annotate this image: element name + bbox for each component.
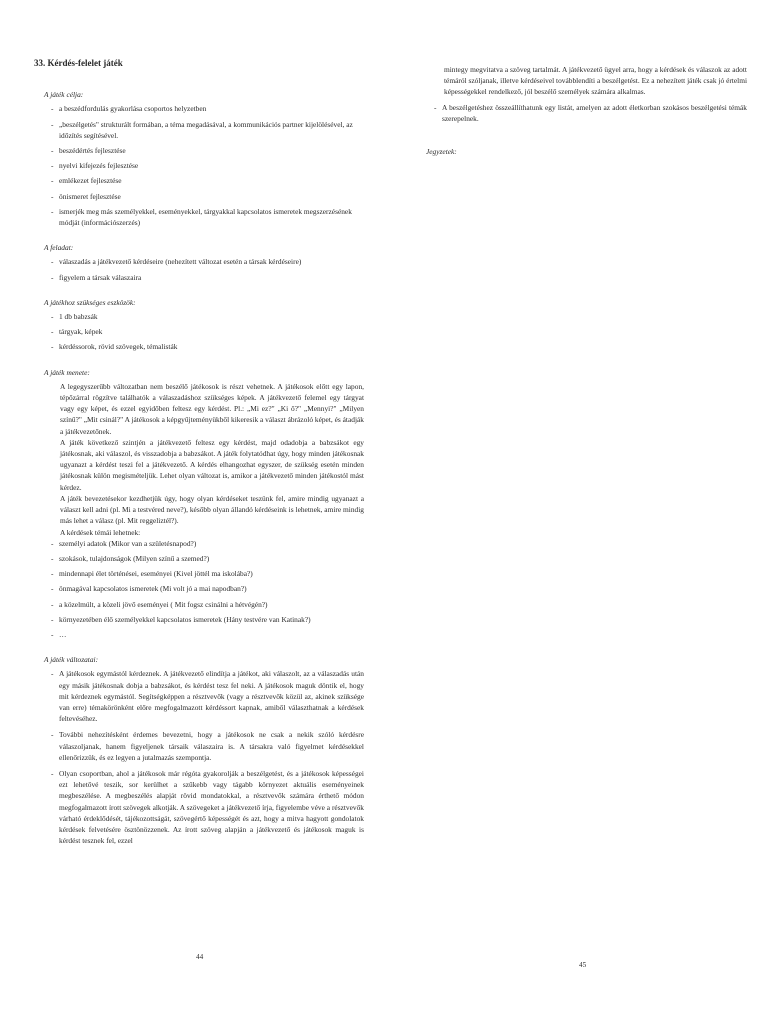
flow-paragraph: A legegyszerűbb változatban nem beszélő játékosok is részt vehetnek. A játékosok előtt egy lapon, tépőzárral rögzítve találhatók a válaszadáshoz szükséges képek. A játékvezető felemel egy tárgyat vagy egy képet, és ezzel egyidőben feltesz egy kérdést. Pl.: „Mi ez?" „Ki ő?" „Mennyi?" „Milyen színű?" „Mit csinál?" A játékosok a képgyűjteményükből kikeresik a választ ábrázoló képet, és átadják a játékvezetőnek. <box>60 381 364 436</box>
flow-paragraph: A játék következő szintjén a játékvezető feltesz egy kérdést, majd odadobja a babzsákot egy játékosnak, aki válaszol, és visszadobja a babzsákot. A játék folytatódhat úgy, hogy minden játékosnak ugyanazt a kérdést teszi fel a játékvezető. A kérdés elhangozhat egyszer, de szükség esetén minden játékosnak külön megismételjük. Lehet olyan változat is, amikor a játékvezető minden játékostól mást kérdez. <box>60 437 364 492</box>
list-item: - További nehezítésként érdemes bevezetni, hogy a játékosok ne csak a nekik szóló kérdésre válaszoljanak, hanem figyeljenek társaik válaszaira is. A társakra való figyelmet kérdésekkel ellenőrizzük, és ez legyen a jutalmazás szempontja. <box>51 729 364 763</box>
list-item: - környezetében élő személyekkel kapcsolatos ismeretek (Hány testvére van Katinak?) <box>51 614 364 625</box>
list-item: - a közelmúlt, a közeli jövő eseményei ( Mit fogsz csinálni a hétvégén?) <box>51 599 364 610</box>
list-item: - Olyan csoportban, ahol a játékosok már régóta gyakorolják a beszélgetést, és a játékosok képességei ezt lehetővé teszik, sor kerülhet a szűkebb vagy tágabb környezet aktuális eseményeinek megbeszélése. A megbeszélés alapját rövid mondatokkal, a résztvevők számára érthető módon megfogalmazott írott szövegek alkotják. A szövegeket a játékvezető írja, figyelembe véve a résztvevők várható érdeklődését, tájékozottságát, szövegértő képességét és azt, hogy a mitva hagyott gondolatok kérdések felvetésére ösztönözzenek. Az írott szöveg alapján a játékvezető és játékosok maguk is kérdést tesznek fel, ezzel <box>51 768 364 846</box>
right-column <box>426 64 747 157</box>
right-bullet-list <box>432 102 747 124</box>
list-item: - szokások, tulajdonságok (Milyen színű a szemed?) <box>51 553 364 564</box>
left-column <box>34 58 364 851</box>
list-item: - önmagával kapcsolatos ismeretek (Mi volt jó a mai napodban?) <box>51 583 364 594</box>
page-number: 45 <box>579 961 587 969</box>
list-item: - emlékezet fejlesztése <box>51 175 364 186</box>
list-item: - nyelvi kifejezés fejlesztése <box>51 160 364 171</box>
task-section-title: A feladat: <box>44 243 74 253</box>
notes-title: Jegyzetek: <box>426 147 457 157</box>
topics-list <box>34 538 364 640</box>
list-item: - A játékosok egymástól kérdeznek. A játékvezető elindítja a játékot, aki válaszolt, az a válaszadás után egy másik játékosnak dobja a babzsákot, és kérdést tesz fel neki. A játékosok maguk döntik el, hogy mit kérdeznek egymástól. Segítségképpen a résztvevők (vagy a résztvevők közül az, akinek szüksége van erre) témakörönként előre megfogalmazott kérdéssort kapnak, amiből választhatnak a kérdések feltevéséhez. <box>51 668 364 724</box>
list-item: - beszédértés fejlesztése <box>51 145 364 156</box>
game-heading: 33. Kérdés-felelet játék <box>34 58 123 68</box>
list-item: - önismeret fejlesztése <box>51 191 364 202</box>
continuation-paragraph: mintegy megvitatva a szöveg tartalmát. A játékvezető ügyel arra, hogy a kérdések és válaszok az adott témáról szóljanak, illetve kérdéseivel továbblendíti a beszélgetést. Ez a nehezített játék csak jó értelmi képességekkel rendelkező, jól beszélő személyek számára alkalmas. <box>444 65 747 97</box>
goal-list <box>34 103 364 228</box>
tools-section-title: A játékhoz szükséges eszközök: <box>44 297 136 307</box>
list-item: - 1 db babzsák <box>51 311 364 322</box>
flow-paragraph: A játék bevezetésekor kezdhetjük úgy, hogy olyan kérdéseket teszünk fel, amire mindig ugyanazt a választ kell adni (pl. Mi a testvéred neve?), később olyan állandó kérdéseink is lehetnek, amire mindig más lehet a válasz (pl. Mit reggeliztél?). <box>60 493 364 526</box>
list-item: - A beszélgetéshez összeállíthatunk egy listát, amelyen az adott életkorban szokásos beszélgetési témák szerepelnek. <box>434 102 747 124</box>
list-item: - … <box>51 629 364 640</box>
tools-list <box>34 311 364 353</box>
variants-list <box>34 668 364 846</box>
list-item: - válaszadás a játékvezető kérdéseire (nehezített változat esetén a társak kérdéseire) <box>51 256 364 267</box>
right-page <box>384 0 768 1024</box>
page-number: 44 <box>196 953 204 961</box>
list-item: - figyelem a társak válaszaira <box>51 272 364 283</box>
list-item: - a beszédfordulás gyakorlása csoportos helyzetben <box>51 103 364 114</box>
topics-intro: A kérdések témái lehetnek: <box>60 527 141 537</box>
list-item: - személyi adatok (Mikor van a születésnapod?) <box>51 538 364 549</box>
list-item: - tárgyak, képek <box>51 326 364 337</box>
list-item: - kérdéssorok, rövid szövegek, témalisták <box>51 341 364 352</box>
goal-section-title: A játék célja: <box>44 90 84 100</box>
list-item: - ismerjék meg más személyekkel, eseményekkel, tárgyakkal kapcsolatos ismeretek megszerzésének módját (információszerzés) <box>51 206 364 228</box>
list-item: - mindennapi élet történései, eseményei (Kivel jöttél ma iskolába?) <box>51 568 364 579</box>
flow-section-title: A játék menete: <box>44 367 90 377</box>
variants-section-title: A játék változatai: <box>44 655 99 665</box>
task-list <box>34 256 364 282</box>
list-item: - „beszélgetés" strukturált formában, a téma megadásával, a kommunikációs partner kijelölésével, az időzítés segítésével. <box>51 119 364 141</box>
